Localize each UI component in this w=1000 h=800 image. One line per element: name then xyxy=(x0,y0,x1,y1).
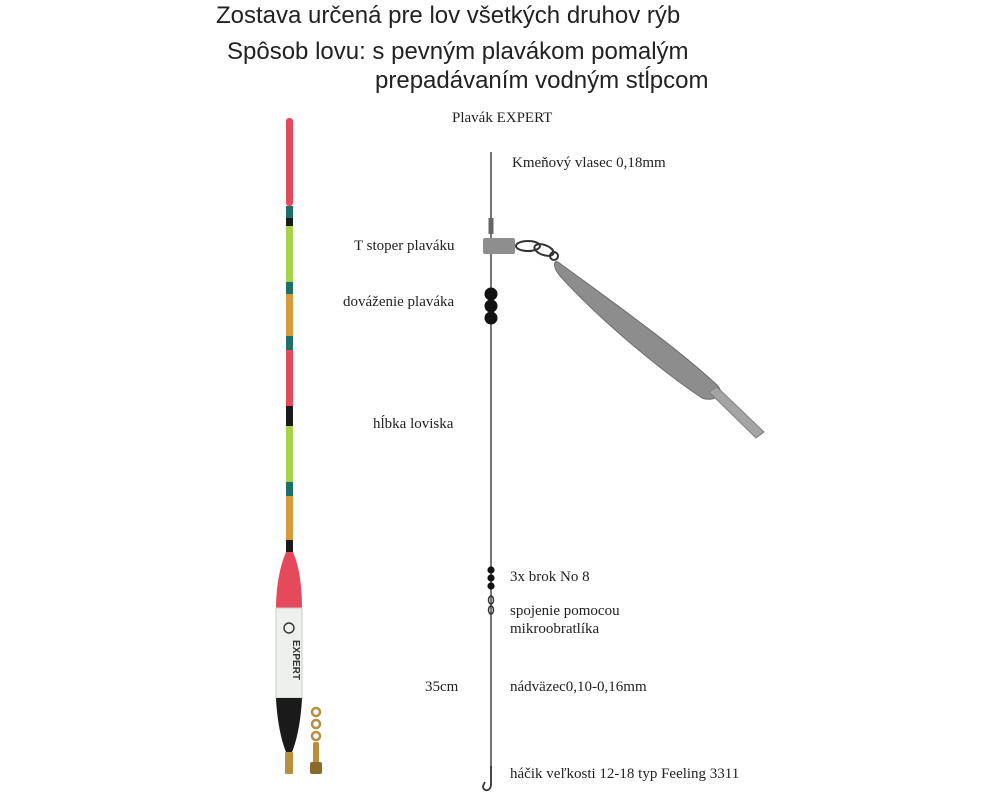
antenna-segment-green-1 xyxy=(286,226,293,282)
waggler-float-antenna xyxy=(709,387,764,438)
title-line-3: prepadávaním vodným stĺpcom xyxy=(375,67,709,94)
swivel-label-line2: mikroobratlíka xyxy=(510,621,600,637)
adapter-cap xyxy=(310,762,322,774)
float-weight-label: dováženie plaváka xyxy=(343,294,455,310)
antenna-band-dark-3 xyxy=(286,336,293,350)
waggler-float xyxy=(555,262,765,438)
adapter-ring-icon xyxy=(312,708,320,716)
float-body-black-bottom xyxy=(276,698,302,752)
split-shot xyxy=(487,574,494,581)
float-brand-label: EXPERT xyxy=(290,640,301,681)
weight-bead xyxy=(485,288,498,301)
weight-bead xyxy=(485,300,498,313)
title-line-2: Spôsob lovu: s pevným plavákom pomalým xyxy=(227,38,689,65)
leader-length-label: 35cm xyxy=(425,679,459,695)
float-name-label: Plavák EXPERT xyxy=(452,110,553,126)
antenna-band-dark-4 xyxy=(286,406,293,426)
leader-label: nádväzec0,10-0,16mm xyxy=(510,679,647,695)
float-brass-tip xyxy=(285,752,293,774)
adapter-ring-icon xyxy=(312,732,320,740)
swivel-label-line1: spojenie pomocou xyxy=(510,603,620,619)
adapter-ring-icon xyxy=(312,720,320,728)
title-line-1: Zostava určená pre lov všetkých druhov rýb xyxy=(216,2,681,29)
hook-icon xyxy=(483,766,491,790)
antenna-band-dark-5 xyxy=(286,482,293,496)
line-tube xyxy=(489,218,494,234)
antenna-segment-orange-1 xyxy=(286,294,293,336)
waggler-float-body xyxy=(555,262,721,400)
depth-label: hĺbka loviska xyxy=(373,416,454,432)
split-shot xyxy=(487,566,494,573)
float-body-red-top xyxy=(276,552,302,608)
weight-bead xyxy=(485,312,498,325)
split-shot xyxy=(487,582,494,589)
shot-label: 3x brok No 8 xyxy=(510,569,590,585)
stopper-label: T stoper plaváku xyxy=(354,238,455,254)
float-body xyxy=(276,552,302,774)
antenna-segment-green-2 xyxy=(286,426,293,482)
t-stopper xyxy=(483,238,515,254)
antenna-band-dark-2 xyxy=(286,282,293,294)
antenna-band-teal-1 xyxy=(286,206,293,218)
antenna-segment-orange-2 xyxy=(286,496,293,540)
snap-swivel-icon xyxy=(516,241,558,260)
antenna-segment-red-1 xyxy=(286,118,293,206)
float-adapter xyxy=(310,708,322,774)
antenna-segment-red-2 xyxy=(286,350,293,406)
hook-label: háčik veľkosti 12-18 typ Feeling 3311 xyxy=(510,766,740,782)
main-line-label: Kmeňový vlasec 0,18mm xyxy=(512,155,666,171)
antenna-band-dark-1 xyxy=(286,218,293,226)
antenna-band-dark-6 xyxy=(286,540,293,552)
float-antenna xyxy=(286,118,293,552)
